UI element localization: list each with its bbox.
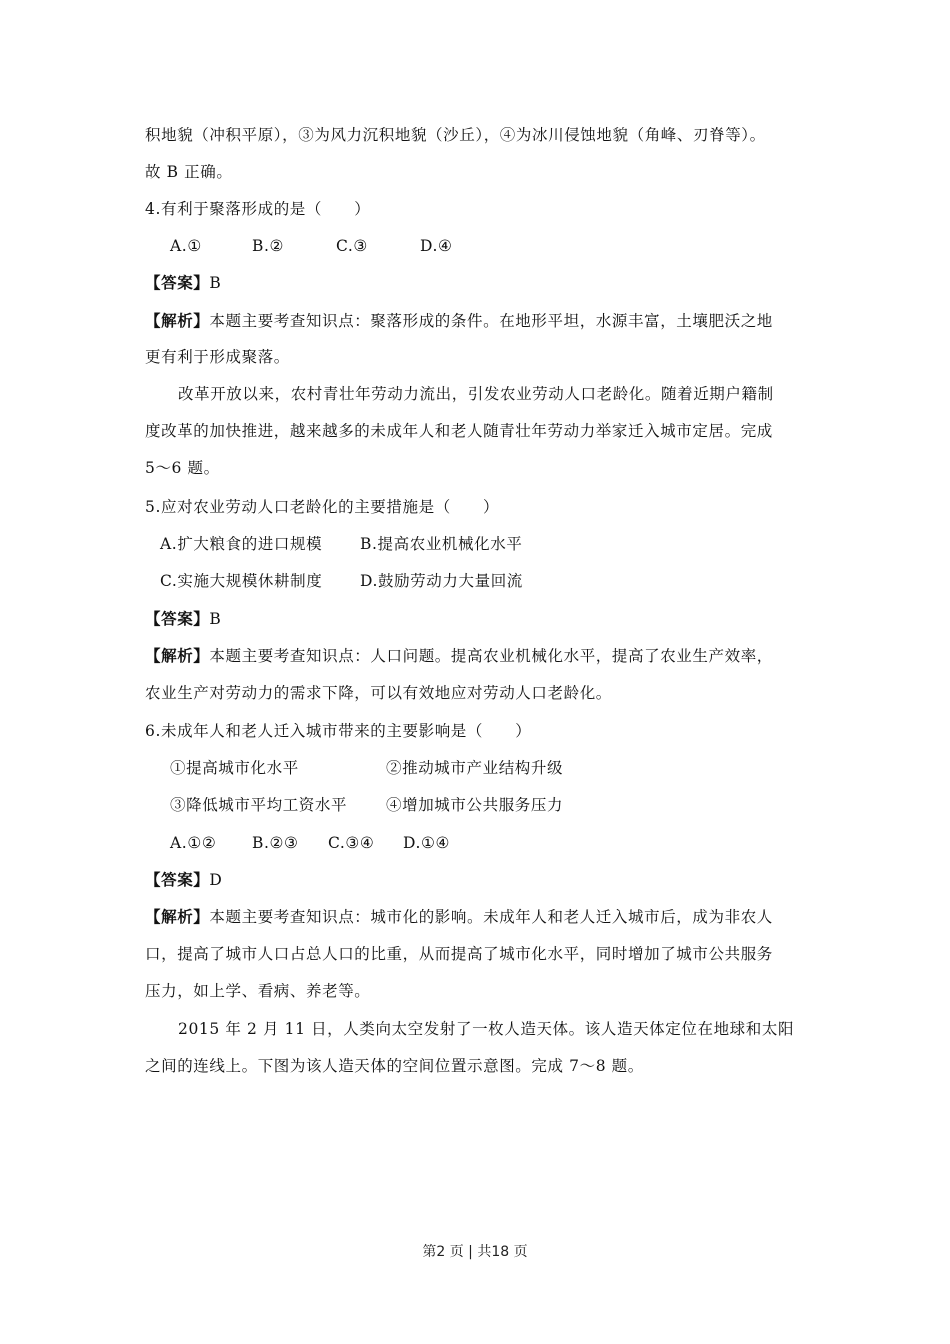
question-6: 6.未成年人和老人迁入城市带来的主要影响是（ ） <box>145 722 532 740</box>
explanation-line <box>145 906 773 928</box>
explanation-line <box>145 645 773 667</box>
text-line: 压力，如上学、看病、养老等。 <box>145 982 371 1000</box>
answer-value: B <box>209 274 222 292</box>
option-a: A.扩大粮食的进口规模 <box>160 535 323 553</box>
page-prefix: 第 <box>422 1244 437 1260</box>
paragraph-line: 5～6 题。 <box>145 459 220 477</box>
explanation-line <box>145 310 773 332</box>
text-line: 故 B 正确。 <box>145 163 233 181</box>
option-d: D.④ <box>420 237 453 255</box>
option-d: D.鼓励劳动力大量回流 <box>360 572 523 590</box>
option-b: B.② <box>252 237 285 255</box>
question-4: 4.有利于聚落形成的是（ ） <box>145 200 371 218</box>
option-c: C.③ <box>336 237 368 255</box>
text-line: 更有利于形成聚落。 <box>145 348 290 366</box>
option-a: A.①② <box>170 834 217 852</box>
page-mid: 页 | 共 <box>445 1244 492 1260</box>
option-c: C.实施大规模休耕制度 <box>160 572 323 590</box>
answer-value: B <box>209 610 222 628</box>
page-total: 18 <box>491 1244 510 1260</box>
text-line: 口，提高了城市人口占总人口的比重，从而提高了城市化水平，同时增加了城市公共服务 <box>145 945 773 963</box>
statement-3: ③降低城市平均工资水平 <box>170 796 348 814</box>
answer-label: 【答案】 <box>145 609 210 628</box>
statement-4: ④增加城市公共服务压力 <box>386 796 564 814</box>
page-footer <box>0 1242 950 1262</box>
paragraph-line: 改革开放以来，农村青壮年劳动力流出，引发农业劳动人口老龄化。随着近期户籍制 <box>178 385 774 403</box>
option-b: B.提高农业机械化水平 <box>360 535 523 553</box>
page-suffix: 页 <box>509 1244 528 1260</box>
paragraph-line: 之间的连线上。下图为该人造天体的空间位置示意图。完成 7～8 题。 <box>145 1057 644 1075</box>
answer-value: D <box>209 871 223 889</box>
explanation-label: 【解析】 <box>145 311 210 330</box>
explanation-label: 【解析】 <box>145 646 210 665</box>
statement-2: ②推动城市产业结构升级 <box>386 759 564 777</box>
answer-label: 【答案】 <box>145 273 210 292</box>
option-c: C.③④ <box>328 834 375 852</box>
statement-1: ①提高城市化水平 <box>170 759 299 777</box>
text-line: 农业生产对劳动力的需求下降，可以有效地应对劳动人口老龄化。 <box>145 684 612 702</box>
answer-line <box>145 608 221 630</box>
paragraph-line: 2015 年 2 月 11 日，人类向太空发射了一枚人造天体。该人造天体定位在地球和太阳 <box>178 1020 795 1038</box>
page-number: 2 <box>436 1244 446 1260</box>
answer-line <box>145 272 221 294</box>
question-5: 5.应对农业劳动人口老龄化的主要措施是（ ） <box>145 498 500 516</box>
paragraph-line: 度改革的加快推进，越来越多的未成年人和老人随青壮年劳动力举家迁入城市定居。完成 <box>145 422 773 440</box>
answer-label: 【答案】 <box>145 870 210 889</box>
option-b: B.②③ <box>252 834 299 852</box>
text-line: 积地貌（冲积平原），③为风力沉积地貌（沙丘），④为冰川侵蚀地貌（角峰、刃脊等）。 <box>145 126 766 144</box>
option-d: D.①④ <box>403 834 450 852</box>
answer-line <box>145 869 222 891</box>
explanation-text: 本题主要考查知识点：城市化的影响。未成年人和老人迁入城市后，成为非农人 <box>209 908 773 926</box>
explanation-text: 本题主要考查知识点：聚落形成的条件。在地形平坦，水源丰富，土壤肥沃之地 <box>209 312 773 330</box>
explanation-label: 【解析】 <box>145 907 210 926</box>
option-a: A.① <box>170 237 202 255</box>
explanation-text: 本题主要考查知识点：人口问题。提高农业机械化水平，提高了农业生产效率， <box>209 647 773 665</box>
